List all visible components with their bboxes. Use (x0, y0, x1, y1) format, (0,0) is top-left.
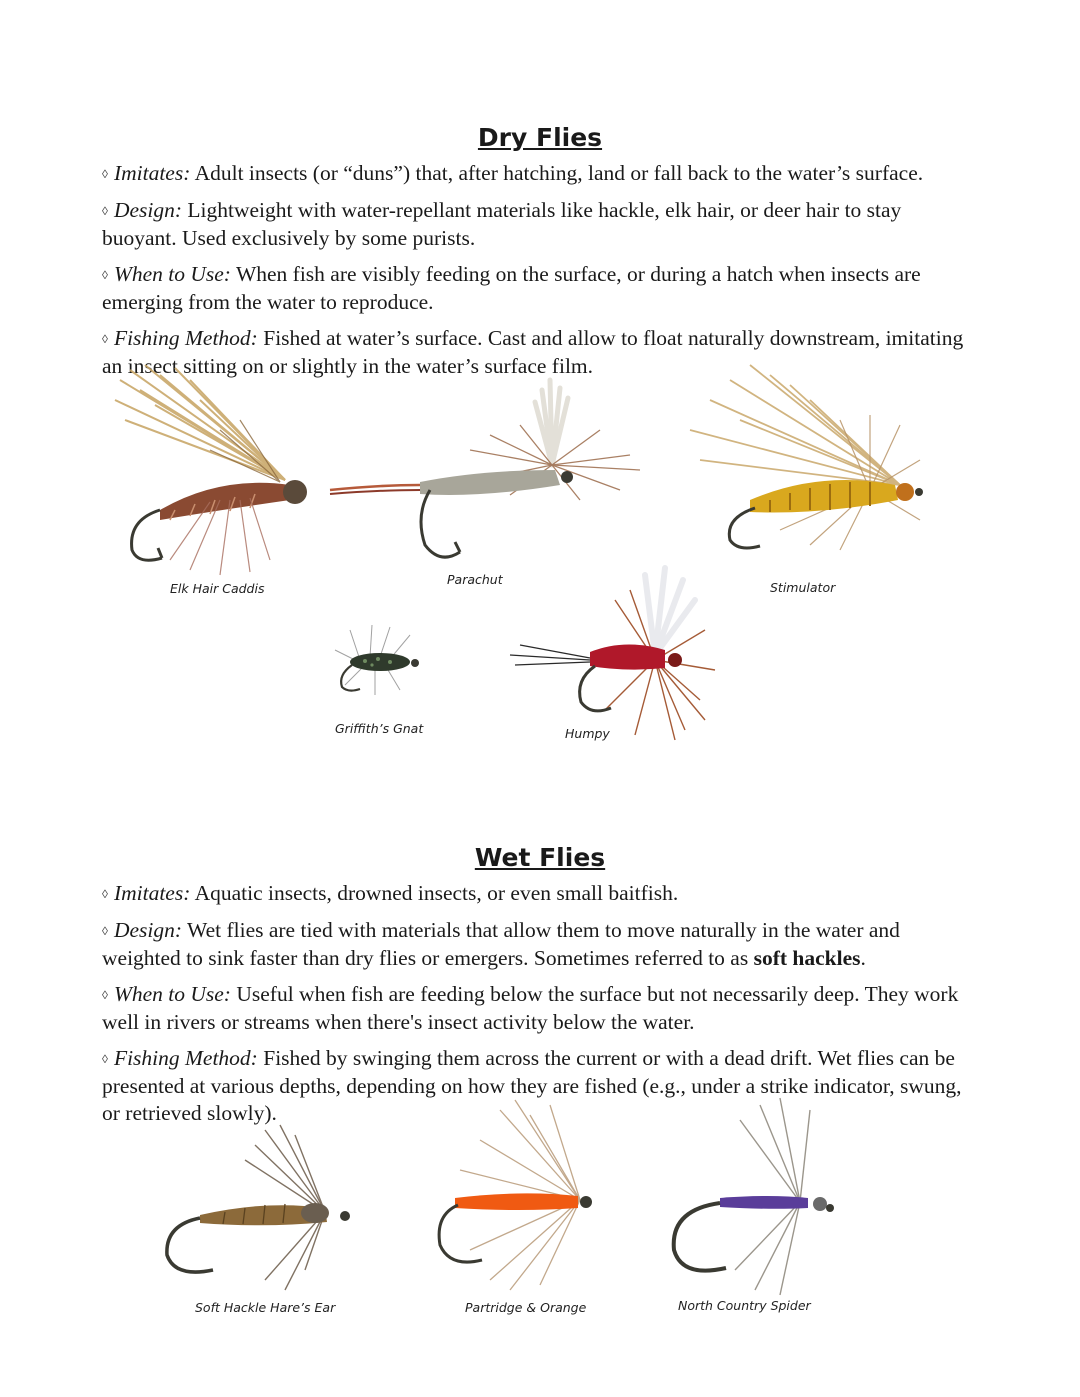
soft-hackle-hares-ear-image (155, 1120, 365, 1300)
bullet-diamond-icon: ◊ (102, 887, 108, 901)
caption-elk-hair-caddis: Elk Hair Caddis (170, 581, 265, 596)
wet-flies-heading: Wet Flies (474, 843, 606, 872)
dry-imitates-text: Adult insects (or “duns”) that, after hatching, land or fall back to the water’s surface. (190, 161, 924, 185)
wet-design-bold-term: soft hackles (753, 946, 861, 970)
caption-north-country-spider: North Country Spider (678, 1298, 811, 1313)
bullet-diamond-icon: ◊ (102, 924, 108, 938)
elk-hair-caddis-image (100, 360, 320, 580)
wet-imitates-label: Imitates: (113, 881, 191, 905)
bullet-diamond-icon: ◊ (102, 1052, 108, 1066)
wet-when-bullet (102, 981, 968, 1036)
north-country-spider-image (660, 1090, 850, 1300)
stimulator-fly-image (670, 360, 930, 560)
dry-flies-heading: Dry Flies (477, 123, 603, 152)
caption-soft-hackle-hares-ear: Soft Hackle Hare’s Ear (195, 1300, 336, 1315)
wet-imitates-bullet (102, 880, 968, 908)
wet-method-label: Fishing Method: (113, 1046, 258, 1070)
parachute-fly-image (320, 370, 660, 560)
wet-design-period: . (860, 946, 866, 970)
wet-imitates-text: Aquatic insects, drowned insects, or even small baitfish. (190, 881, 679, 905)
griffiths-gnat-image (320, 615, 430, 705)
bullet-diamond-icon: ◊ (102, 988, 108, 1002)
partridge-orange-image (400, 1090, 620, 1300)
caption-partridge-orange: Partridge & Orange (465, 1300, 587, 1315)
dry-design-label: Design: (113, 198, 183, 222)
wet-when-label: When to Use: (113, 982, 231, 1006)
wet-design-text: Wet flies are tied with materials that allow them to move naturally in the water and weighted to sink faster than dry flies or emergers. Sometimes referred to as (102, 918, 900, 970)
dry-imitates-label: Imitates: (113, 161, 191, 185)
dry-when-bullet (102, 261, 968, 316)
dry-flies-section (0, 120, 1080, 389)
wet-when-text: Useful when fish are feeding below the surface but not necessarily deep. They work well in rivers or streams when there's insect activity below the water. (102, 982, 959, 1034)
caption-humpy: Humpy (565, 726, 610, 741)
dry-method-text: Fished at water’s surface. Cast and allow to float naturally downstream, imitating an insect sitting on or slightly in the water’s surface film. (102, 326, 964, 378)
dry-design-bullet (102, 197, 968, 252)
caption-parachut: Parachut (447, 572, 503, 587)
wet-design-bullet (102, 917, 968, 972)
bullet-diamond-icon: ◊ (102, 332, 108, 346)
bullet-diamond-icon: ◊ (102, 204, 108, 218)
dry-flies-bullets (0, 160, 1080, 380)
humpy-fly-image (505, 560, 725, 750)
dry-method-label: Fishing Method: (113, 326, 258, 350)
bullet-diamond-icon: ◊ (102, 167, 108, 181)
caption-griffiths-gnat: Griffith’s Gnat (335, 721, 424, 736)
dry-when-text: When fish are visibly feeding on the surface, or during a hatch when insects are emerging from the water to reproduce. (102, 262, 921, 314)
dry-when-label: When to Use: (113, 262, 231, 286)
bullet-diamond-icon: ◊ (102, 268, 108, 282)
wet-design-label: Design: (113, 918, 183, 942)
caption-stimulator: Stimulator (770, 580, 836, 595)
wet-method-text: Fished by swinging them across the current or with a dead drift. Wet flies can be presented at various depths, depending on how they are fished (e.g., under a strike indicator, swung, or retrieved slowly). (102, 1046, 962, 1125)
dry-design-text: Lightweight with water-repellant materials like hackle, elk hair, or deer hair to stay buoyant. Used exclusively by some purists. (102, 198, 902, 250)
dry-imitates-bullet (102, 160, 968, 188)
